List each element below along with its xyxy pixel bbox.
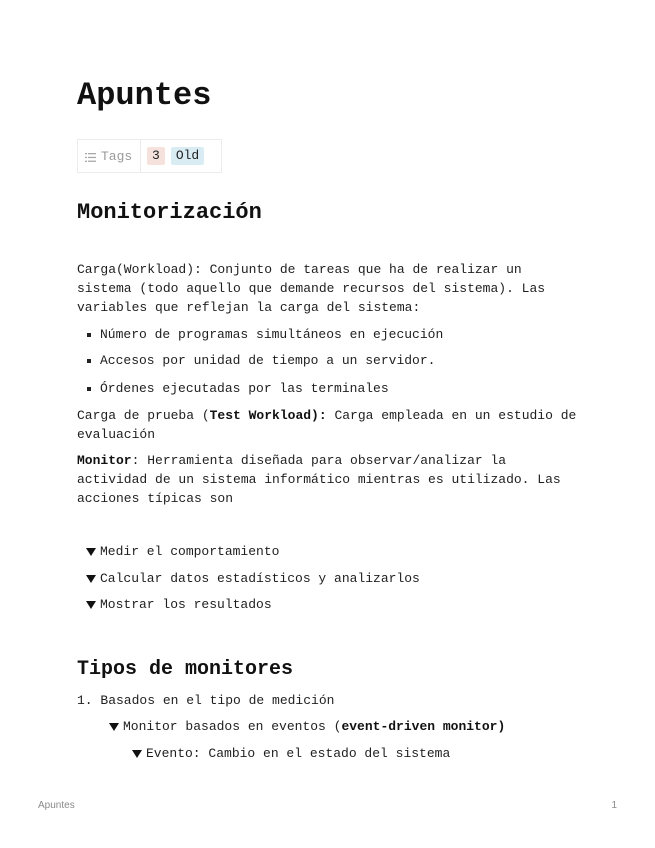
tags-property-label	[78, 140, 141, 172]
workload-line-3: variables que reflejan la carga del sistema:	[77, 300, 421, 315]
tags-label: Tags	[101, 148, 133, 164]
triangle-down-icon[interactable]	[109, 723, 119, 731]
toggle-medir[interactable]: Medir el comportamiento	[86, 542, 279, 561]
tags-property-row[interactable]	[77, 139, 222, 173]
workload-paragraph	[77, 260, 577, 317]
workload-line-2: sistema (todo aquello que demande recursos del sistema). Las	[77, 281, 546, 296]
test-workload-term: Test Workload):	[209, 408, 327, 423]
list-item: Número de programas simultáneos en ejecución	[87, 325, 443, 344]
tag-3[interactable]: 3	[147, 147, 165, 165]
bullet-icon	[87, 359, 91, 363]
triangle-down-icon[interactable]	[86, 601, 96, 609]
triangle-down-icon[interactable]	[86, 548, 96, 556]
section-heading-monitorizacion: Monitorización	[77, 200, 262, 225]
triangle-down-icon[interactable]	[86, 575, 96, 583]
monitor-paragraph: Monitor: Herramienta diseñada para observar/analizar la actividad de un sistema informático mientras es utilizado. Las acciones típicas son	[77, 453, 561, 506]
numbered-list-item: 1. Basados en el tipo de medición	[77, 693, 335, 708]
section-heading-tipos: Tipos de monitores	[77, 658, 294, 681]
list-item: Órdenes ejecutadas por las terminales	[87, 379, 389, 398]
monitor-term: Monitor	[77, 453, 132, 468]
page-title: Apuntes	[77, 77, 212, 114]
bullet-icon	[87, 387, 91, 391]
event-driven-term: event-driven monitor)	[341, 719, 506, 734]
toggle-evento[interactable]: Evento: Cambio en el estado del sistema	[132, 744, 450, 763]
test-workload-paragraph: Carga de prueba (Test Workload): Carga empleada en un estudio de evaluación	[77, 408, 577, 442]
footer-title: Apuntes	[38, 800, 75, 811]
page-number: 1	[611, 800, 617, 811]
toggle-event-driven[interactable]: Monitor basados en eventos ( event-driven monitor)	[109, 717, 505, 736]
tags-values[interactable]	[141, 147, 204, 165]
list-item: Accesos por unidad de tiempo a un servidor.	[87, 351, 435, 370]
workload-line-1: Carga(Workload): Conjunto de tareas que ha de realizar un	[77, 262, 522, 277]
toggle-mostrar[interactable]: Mostrar los resultados	[86, 595, 272, 614]
tag-old[interactable]: Old	[171, 147, 204, 165]
toggle-calcular[interactable]: Calcular datos estadísticos y analizarlos	[86, 569, 420, 588]
bullet-icon	[87, 333, 91, 337]
triangle-down-icon[interactable]	[132, 750, 142, 758]
list-icon	[85, 153, 96, 162]
